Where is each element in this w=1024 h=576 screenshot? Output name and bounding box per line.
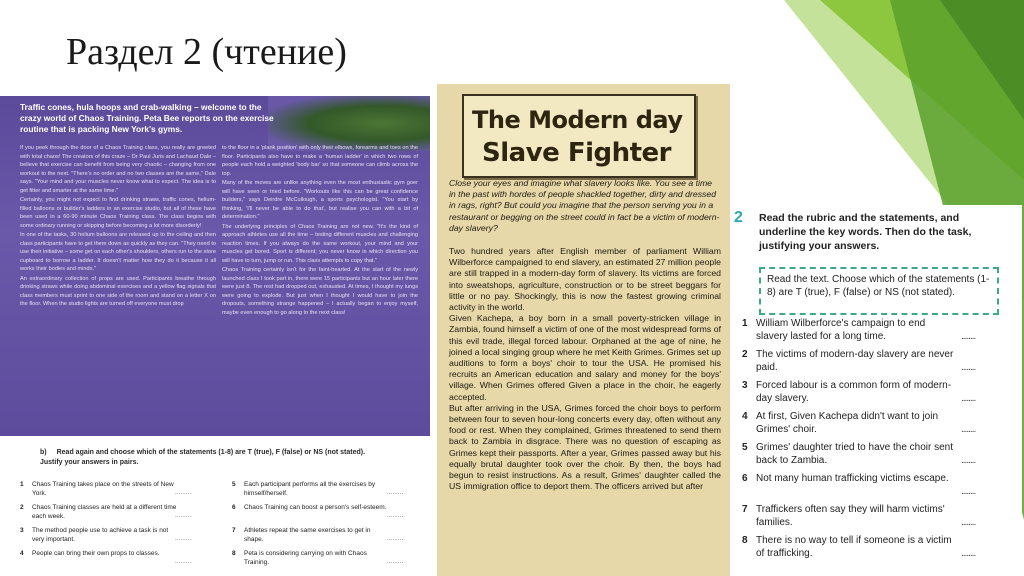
statement-item [232,549,430,572]
answer-blank[interactable]: ........ [961,331,976,342]
article-title-line1: The Modern day [472,106,683,134]
statement-number: 3 [742,380,748,391]
statement-list-left [20,480,220,572]
statement-text: Chaos Training classes are held at a different time each week. [32,504,177,520]
statement-item [742,410,990,441]
statement-item [20,549,220,572]
statement-number: 7 [232,527,236,534]
statement-item [232,503,430,526]
statement-item [742,503,990,534]
statement-number: 4 [20,550,24,557]
article-paragraph: The underlying principles of Chaos Training are not new. "It's the kind of approach athletes use all the time – testing different muscles and challenging reaction times. If you always do the same workout, your mind and your muscles get bored. Sport is different; you never know in which direction you will have to turn, jump or run. This class attempts to copy that." [222,223,418,264]
statement-item [20,480,220,503]
statement-item [20,526,220,549]
answer-blank[interactable]: ......... [387,535,404,542]
statement-item [742,348,990,379]
task-instruction [40,448,370,468]
answer-blank[interactable]: ........ [961,486,976,497]
chaos-training-page [0,96,430,576]
statement-text: Peta is considering carrying on with Chaos Training. [244,550,367,566]
statement-number: 7 [742,504,748,515]
statement-number: 2 [742,349,748,360]
statement-list [742,317,990,565]
statement-number: 6 [232,504,236,511]
answer-blank[interactable]: ......... [387,558,404,565]
slide-title: Раздел 2 (чтение) [66,31,347,73]
statement-text: Forced labour is a common form of modern-day slavery. [756,380,952,404]
article-body [449,246,721,492]
statement-text: There is no way to tell if someone is a victim of trafficking. [756,535,952,559]
statement-number: 8 [232,550,236,557]
statement-text: Grimes' daughter tried to have the choir sent back to Zambia. [756,442,954,466]
answer-blank[interactable]: ........ [961,548,976,559]
statement-text: Chaos Training can boost a person's self-esteem. [244,504,387,511]
statement-item [742,317,990,348]
statement-number: 6 [742,473,748,484]
article-paragraph: But after arriving in the USA, Grimes forced the choir boys to perform between four to seven hour-long concerts every day, often without any food or rest. When they complained, Grimes threatened to send them back to Zambia in disgrace. There was no question of escaping as Grimes kept their passports. After a year, Grimes passed away but his equally brutal daughter took over the choir. By then, the boys had begun to resist instructions. As a result, Grimes' daughter called the US immigration office to deport them. The officers arrived but after [449,402,721,492]
article-paragraph: Given Kachepa, a boy born in a small poverty-stricken village in Zambia, found himself a victim of one of the most widespread forms of this evil trade, illegal forced labour. Orphaned at the age of nine, he joined a local singing group where he met Keith Grimes. Grimes set up auditions to form a boys' choir to tour the USA. He promised his recruits an American education and salary and money for the boys' village. When Grimes offered Given a place in the choir, he eagerly accepted. [449,313,721,402]
task-text: Read again and choose which of the statements (1-8) are T (true), F (false) or NS (not stated). Justify your answers in pairs. [40,449,366,466]
statement-number: 4 [742,411,748,422]
article-paragraph: Certainly, you might not expect to find drinking straws, traffic cones, helium-filled balloons or builder's ladders in an exercise studio, but all of these have been used in a 60-90 minute Chaos Training class. The class begins with some ordinary running or skipping before becoming a lot more disorderly! [20,197,216,229]
statement-text: Not many human trafficking victims escape. [756,473,949,484]
answer-blank[interactable]: ........ [961,362,976,373]
statement-text: People can bring their own props to classes. [32,550,160,557]
statement-item [742,441,990,472]
task-2-page [732,205,1022,576]
answer-blank[interactable]: ........ [961,455,976,466]
statement-text: Athletes repeat the same exercises to get in shape. [244,527,371,543]
article-paragraph: Many of the moves are unlike anything even the most enthusiastic gym goer will have seen or tried before. "Workouts like this can be great confidence builders," says Deirdre McCullough, a sports psychologist. "You start by thinking, 'I'll never be able to do that', but realise you can with a bit of determination." [222,180,418,220]
statement-item [742,534,990,565]
answer-blank[interactable]: ......... [175,512,192,519]
statement-number: 5 [742,442,748,453]
article-paragraph: If you peek through the door of a Chaos Training class, you really are greeted with total chaos! The creators of this craze – Dr Paul Juris and Lachaud Dale – believe that exercise can benefit from being very chaotic – changing from one workout to the next. "There's no order and no two classes are the same," Dale says. "Your mind and your muscles never know what to expect. The idea is to get fitter and smarter at the same time." [20,145,216,194]
statement-text: Chaos Training takes place on the streets of New York. [32,481,174,497]
answer-blank[interactable]: ......... [175,535,192,542]
statement-number: 8 [742,535,748,546]
answer-blank[interactable]: ......... [387,489,404,496]
article-intro: Traffic cones, hula hoops and crab-walking – welcome to the crazy world of Chaos Training. Peta Bee reports on the exercise routine that is packing New York's gyms. [20,102,274,134]
statement-item [742,379,990,410]
statement-text: Each participant performs all the exercises by himself/herself. [244,481,376,497]
article-paragraph: to the floor in a 'plank position' with only their elbows, forearms and toes on the floor. Participants also have to make a 'human ladder' in which two rows of people each hold a weighted 'body bar' so that someone can climb across the top. [222,145,418,177]
task-tag: b) [40,449,47,456]
article-paragraph: Chaos Training certainly isn't for the faint-hearted. At the start of the newly launched class I took part in, there were 15 participants but an hour later there were just 8. The rest had dropped out, exhausted. At times, I thought my lungs were going to explode. But just when I thought I would have to join the dropouts, something strange happened – I actually began to enjoy myself, maybe even enough to go along to the next class! [222,267,418,316]
statement-text: Traffickers often say they will harm victims' families. [756,504,945,528]
statement-text: The victims of modern-day slavery are never paid. [756,349,954,373]
answer-blank[interactable]: ........ [961,393,976,404]
article-lead: Close your eyes and imagine what slavery looks like. You see a time in the past with hordes of people shackled together, dirty and dressed in rags, right? But could you imagine that the person serving you in a restaurant or begging on the street could in fact be a victim of modern-day slavery? [449,178,720,233]
article-column-left [20,144,216,310]
article-paragraph: Two hundred years after English member of parliament William Wilberforce campaigned to end slavery, an estimated 27 million people are still trapped in a modern-day form of slavery. Its victims are forced into sweatshops, agriculture, construction or to be street beggars for little or no pay. Shockingly, this is now the fastest growing criminal activity in the world. [449,246,721,313]
statement-number: 3 [20,527,24,534]
task-rubric: Read the rubric and the statements, and underline the key words. Then do the task, justifying your answers. [759,212,972,252]
slave-fighter-page [437,84,730,576]
statement-number: 1 [742,318,748,329]
statement-number: 5 [232,481,236,488]
article-paragraph: An extraordinary collection of props are used. Participants breathe through drinking straws while doing abdominal exercises and a yellow flag signals that class members must sprint to one side of the room and stand on a letter X on the floor. When the studio lights are turned off everyone must drop [20,275,216,307]
answer-blank[interactable]: ........ [961,424,976,435]
article-column-right [222,144,418,318]
statement-item [742,472,990,503]
statement-item [20,503,220,526]
statement-text: At first, Given Kachepa didn't want to join Grimes' choir. [756,411,939,435]
answer-blank[interactable]: ......... [175,489,192,496]
statement-number: 1 [20,481,24,488]
article-paragraph: In one of the tasks, 30 helium balloons are released up to the ceiling and then class participants have to get them down as quickly as they can. "They need to use their initiative – some get on each other's shoulders, others run to the store cupboard to borrow a ladder. It doesn't matter how they do it because it all works their bodies and minds." [20,232,216,272]
statement-number: 2 [20,504,24,511]
task-number: 2 [734,209,743,226]
article-title-box [462,94,696,178]
task-instruction-box: Read the text. Choose which of the statements (1-8) are T (true), F (false) or NS (not stated). [759,267,999,315]
statement-item [232,480,430,503]
statement-text: The method people use to achieve a task is not very important. [32,527,169,543]
statement-text: William Wilberforce's campaign to end slavery lasted for a long time. [756,318,926,342]
answer-blank[interactable]: ......... [175,558,192,565]
statement-item [232,526,430,549]
answer-blank[interactable]: ........ [961,517,976,528]
statement-list-right [232,480,430,572]
answer-blank[interactable]: ......... [387,512,404,519]
article-title-line2: Slave Fighter [482,138,671,168]
gym-photo [268,96,430,151]
